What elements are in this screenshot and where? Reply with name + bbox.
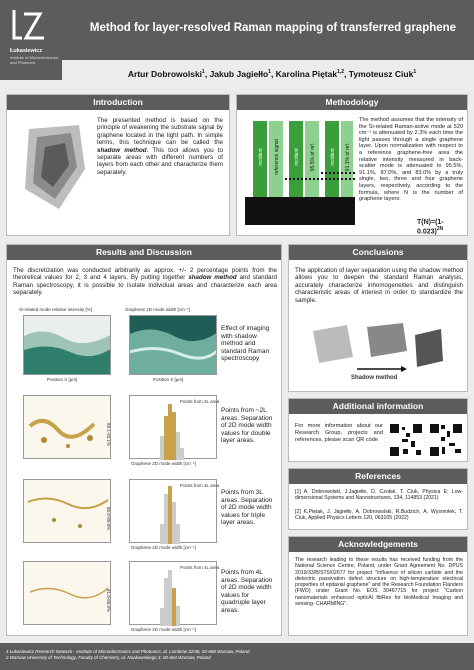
author-affiliation: 1,2 (337, 69, 345, 75)
si-intensity-map (23, 315, 111, 375)
conclusions-panel (288, 244, 468, 392)
acknowledgements-panel (288, 536, 468, 636)
histogram-legend: Points from 3L area (180, 483, 220, 488)
conclusions-title: Conclusions (289, 245, 467, 260)
author-affiliation: 1 (202, 69, 205, 75)
methodology-panel (236, 94, 468, 236)
x-axis-label: Position X [µm] (47, 377, 78, 382)
histogram-legend: Points from 4L area (180, 565, 220, 570)
beam-label: reference signal (274, 139, 280, 175)
histogram-x-label: Graphene 2D mode width [cm⁻¹] (131, 461, 196, 466)
transmission-formula: $T(N)=(1-0.023)^{2N}$ (417, 219, 444, 236)
author-affiliation: 1 (268, 69, 271, 75)
row-caption: Effect of imaging with shadow method and standard Raman spectroscopy (221, 325, 270, 362)
additional-info-panel (288, 398, 468, 462)
references-title: References (289, 469, 467, 484)
author-name: Jakub Jagiełło (209, 68, 269, 79)
poster-title: Method for layer-resolved Raman mapping of transferred graphene (89, 22, 457, 34)
reference-item: [2] K.Piętak, J. Jagiełło, A. Dobrowolski, R.Budzich, A. Wysmołek, T. Ciuk, Applied Physics Letters 120, 063105 (2022) (295, 509, 463, 522)
3l-area-map (23, 479, 111, 543)
acknowledgements-text: The research leading to these results has received funding from the National Science Centre, Poland, under Grant Agreement No. DPUS 2019/33/B/ST5/02677 for project "Influence of silicon carbide and the dielectric passivation defect structure on high-temperature electrical properties of epitaxial graphene" and the Research Foundation Flanders (FWO) under Grant No. EOS 30467715 for project "Carbon nanomaterials enhanced opticAl fibRes for bioMedical Imaging and sensing- CHARMING". (295, 557, 463, 608)
4l-histogram (129, 561, 220, 625)
logo-name: Łukasiewicz (10, 48, 43, 54)
author-name: Tymoteusz Ciuk (348, 68, 414, 79)
beam-label: incident (258, 148, 264, 166)
row-caption: Points from 4L areas. Separation of 2D mode width values for quadruple layer areas. (221, 569, 273, 614)
2d-width-map (129, 315, 217, 375)
lukasiewicz-logo-icon (10, 8, 50, 46)
range-label: 81.0-85.0% (106, 589, 111, 613)
author-list: Artur Dobrowolski$^1$, Jakub Jagiełło$^1$, Karolina Piętak$^{1,2}$, Tymoteusz Ciuk$^1$ (70, 64, 474, 82)
methodology-text: The method assumes that the intensity of the Si-related Raman-active mode at 520 cm⁻¹ is attenuated by 2.3% each time the light passes through a single graphene layer. Upon normalization with respect to a reference graphene-free area the relative intensity measured in back-scatter mode is attenuated to 95.5%, 91.1%, 87.0%, and 83.0% by a truly single, two, three and four graphene layers, respectively, according to the formula, where N is the number of graphene layers: (359, 117, 463, 203)
introduction-title: Introduction (7, 95, 229, 110)
qr-code-icon[interactable] (429, 423, 463, 457)
logo-subtitle: Institute of Microelectronics and Photonics (10, 55, 59, 65)
results-panel (6, 244, 282, 636)
results-text: The discretization was conducted arbitrarily as approx. +/- 2 percentage points from the theoretical values for 2, 3 and 4 layers. By putting together shadow method and standard Raman spectroscopy, it is possible to isolate individual areas and characterize each area separately. (13, 267, 277, 297)
histogram-legend: Points from 2L area (180, 399, 220, 404)
introduction-panel (6, 94, 230, 236)
histogram-x-label: Graphene 2D mode width [cm⁻¹] (131, 545, 196, 550)
affiliation-line: 2 Warsaw University of Technology, Faculty of Chemistry, ul. Noakowskiego 3, 00-664 Warsaw, Poland (6, 655, 211, 660)
graphene-flake-illustration (19, 119, 89, 214)
results-title: Results and Discussion (7, 245, 281, 260)
conclusions-text: The application of layer separation using the shadow method allows you to deepen the standard Raman analysis, accurately characterize inhomogeneities and distinguish characteristic areas of interest in order to standardize the sample. (295, 267, 463, 304)
x-axis-label: Position X [µm] (153, 377, 184, 382)
beam-label: incident (330, 148, 336, 166)
beam-label: 91.1% of ref. (345, 142, 351, 172)
author-name: Karolina Piętak (275, 68, 338, 79)
affiliation-line: 1 Łukasiewicz Research Network - Institute of Microelectronics and Photonics, al. Lotników 32/46, 02-668 Warsaw, Poland (6, 649, 250, 654)
additional-info-title: Additional information (289, 399, 467, 414)
qr-code-icon[interactable] (389, 423, 423, 457)
row-caption: Points from 3L areas. Separation of 2D mode width values for triple layer areas. (221, 489, 273, 526)
author-name: Artur Dobrowolski (127, 68, 203, 79)
affiliations-footer (0, 643, 474, 670)
attenuation-diagram (245, 117, 355, 225)
range-label: 89.1-93.1% (106, 423, 111, 447)
additional-info-text: For more information about our Research Group, projects and references, please scan QR code (295, 423, 383, 443)
histogram-x-label: Graphene 2D mode width [cm⁻¹] (131, 627, 196, 632)
si-map-title: Si-related mode relative intensity [%] (19, 307, 93, 312)
references-panel (288, 468, 468, 530)
4l-area-map (23, 561, 111, 625)
institute-logo (6, 6, 58, 76)
3l-histogram (129, 479, 220, 543)
acknowledgements-title: Acknowledgements (289, 537, 467, 552)
2l-histogram (129, 395, 220, 459)
2l-area-map (23, 395, 111, 459)
beam-label: incident (294, 148, 300, 166)
methodology-title: Methodology (237, 95, 467, 110)
row-caption: Points from ~2L areas. Separation of 2D mode width values for double layer areas. (221, 407, 273, 444)
reference-item: [1] A. Dobrowolski, J.Jagiełło, D. Czołak, T. Ciuk, Physica E: Low-dimensional Systems and Nanostructures, 134, 114853 (2021) (295, 489, 463, 502)
range-label: 85.0-89.0% (106, 507, 111, 531)
2d-map-title: Graphene 2D mode width [cm⁻¹] (125, 307, 190, 312)
author-affiliation: 1 (413, 69, 417, 75)
beam-label: 95.5% of ref. (310, 142, 316, 172)
shadow-method-label: Shadow method (351, 375, 398, 381)
introduction-text: The presented method is based on the principle of weakening the substrate signal by graphene located in the light path. In simple terms, this technique can be called the shadow method. This tool allows you to separate areas with different numbers of layers from each other and characterize them separately. (97, 117, 223, 176)
